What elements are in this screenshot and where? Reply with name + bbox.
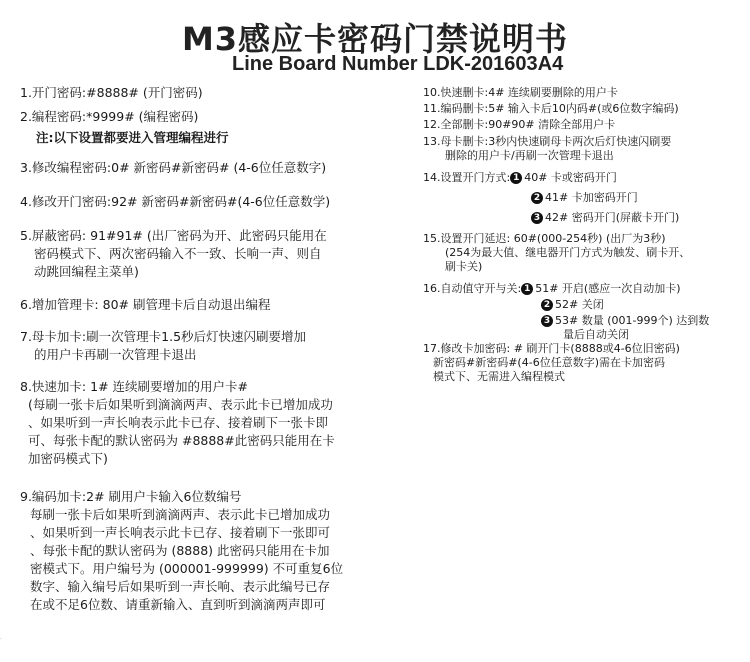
item-text: 10.快速删卡:4# 连续刷要删除的用户卡 [423, 86, 618, 99]
option-line: 量后自动关闭 [563, 328, 629, 341]
option-text: 41# 卡加密码开门 [545, 191, 638, 204]
item-line: 8.快速加卡: 1# 连续刷要增加的用户卡# [20, 379, 248, 394]
corner-mark: · [0, 636, 2, 643]
item-line: 刷卡关) [445, 260, 483, 273]
item-text: 6.增加管理卡: 80# 刷管理卡后自动退出编程 [20, 297, 271, 312]
item-5-block-password [20, 227, 327, 281]
item-line: 模式下、无需进入编程模式 [433, 370, 565, 383]
item-label [423, 282, 709, 296]
item-line: 新密码#新密码#(4-6位任意数字)需在卡加密码 [433, 356, 665, 369]
item-line: 、每张卡配的默认密码为 (8888) 此密码只能用在卡加 [30, 543, 330, 558]
item-text: 11.编码删卡:5# 输入卡后10内码#(或6位数字编码) [423, 102, 679, 115]
item-13-master-card-delete [423, 135, 671, 163]
item-line: (254为最大值、继电器开门方式为触发、刷卡开、 [445, 246, 691, 259]
item-15-open-delay [423, 232, 690, 274]
item-line: 15.设置开门延迟: 60#(000-254秒) (出厂为3秒) [423, 232, 666, 245]
option-text: 52# 关闭 [555, 298, 604, 311]
option-text: 53# 数量 (001-999个) 达到数 [555, 314, 710, 327]
item-3-change-program-password [20, 159, 326, 177]
number-3-icon: 3 [541, 315, 553, 327]
item-12-delete-all-cards [423, 118, 615, 132]
item-line: 密码模式下、两次密码输入不一致、长响一声、则自 [34, 246, 322, 261]
item-line: 每刷一张卡后如果听到滴滴两声、表示此卡已增加成功 [30, 507, 331, 522]
item-label [423, 171, 679, 185]
item-line: 在或不足6位数、请重新输入、直到听到滴滴两声即可 [30, 597, 326, 612]
item-line: 动跳回编程主菜单) [34, 264, 139, 279]
program-mode-note [36, 129, 229, 147]
item-line: 、如果听到一声长响表示此卡已存、接着刷下一张卡即 [28, 415, 329, 430]
item-line: 13.母卡删卡:3秒内快速刷母卡两次后灯快速闪刷要 [423, 135, 672, 148]
option-text: 42# 密码开门(屏蔽卡开门) [545, 211, 680, 224]
item-line: 删除的用户卡/再刷一次管理卡退出 [445, 149, 614, 162]
option-text: 40# 卡或密码开门 [524, 171, 617, 184]
item-line: 9.编码加卡:2# 刷用户卡输入6位数编号 [20, 489, 242, 504]
number-1-icon: 1 [521, 283, 533, 295]
item-text: 12.全部删卡:90#90# 清除全部用户卡 [423, 118, 616, 131]
number-3-icon: 3 [531, 212, 543, 224]
board-number: Line Board Number LDK-201603A4 [232, 53, 564, 75]
option-text: 51# 开启(感应一次自动加卡) [535, 282, 681, 295]
item-16-auto-guard [423, 282, 709, 342]
manual-title: M3感应卡密码门禁说明书 [181, 20, 569, 58]
option-line [423, 191, 679, 205]
item-text: 1.开门密码:#8888# (开门密码) [20, 85, 203, 100]
item-text: 4.修改开门密码:92# 新密码#新密码#(4-6位任意数学) [20, 194, 331, 209]
option-line [423, 211, 679, 225]
item-line: 的用户卡再刷一次管理卡退出 [34, 347, 197, 362]
item-10-quick-delete-card [423, 86, 618, 100]
item-6-add-admin-card [20, 296, 270, 314]
item-line: 、如果听到一声长响表示此卡已存、接着刷下一张即可 [30, 525, 331, 540]
item-line: 7.母卡加卡:刷一次管理卡1.5秒后灯快速闪刷要增加 [20, 329, 307, 344]
item-line: 数字、输入编号后如果听到一声长响、表示此编号已存 [30, 579, 331, 594]
item-11-code-delete-card [423, 102, 679, 116]
item-line: 可、每张卡配的默认密码为 #8888#此密码只能用在卡 [28, 433, 335, 448]
item-14-open-mode [423, 171, 679, 225]
option-line [423, 298, 709, 312]
item-1-open-password [20, 84, 203, 102]
item-line: 5.屏蔽密码: 91#91# (出厂密码为开、此密码只能用在 [20, 228, 327, 243]
item-7-master-card-add [20, 328, 306, 364]
item-9-code-add-card [20, 488, 343, 614]
item-line: 17.修改卡加密码: # 刷开门卡(8888或4-6位旧密码) [423, 342, 680, 355]
item-text: 注:以下设置都要进入管理编程进行 [36, 130, 229, 145]
item-line: 密模式下。用户编号为 (000001-999999) 不可重复6位 [30, 561, 344, 576]
item-line: 加密码模式下) [28, 451, 108, 466]
item-label-text: 14.设置开门方式: [423, 171, 511, 184]
item-17-change-card-password [423, 342, 680, 384]
item-line: (每刷一张卡后如果听到滴滴两声、表示此卡已增加成功 [28, 397, 333, 412]
item-text: 3.修改编程密码:0# 新密码#新密码# (4-6位任意数字) [20, 160, 327, 175]
number-1-icon: 1 [510, 172, 522, 184]
number-2-icon: 2 [541, 299, 553, 311]
item-text: 2.编程密码:*9999# (编程密码) [20, 109, 199, 124]
option-line [423, 314, 709, 328]
number-2-icon: 2 [531, 192, 543, 204]
item-2-program-password [20, 108, 198, 126]
item-label-text: 16.自动值守开与关: [423, 282, 522, 295]
item-4-change-open-password [20, 193, 330, 211]
item-8-quick-add-card [20, 378, 335, 468]
